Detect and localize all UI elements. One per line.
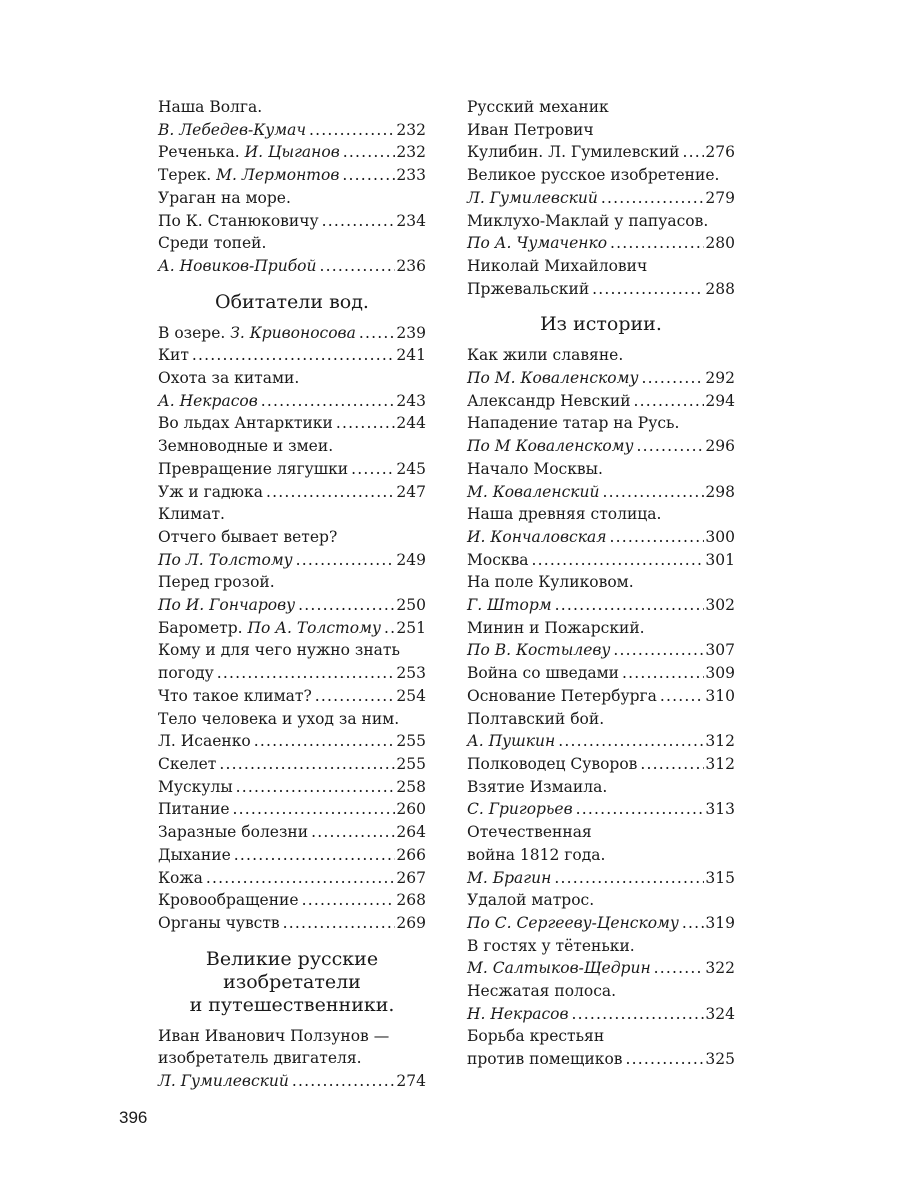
entry-page-number: 251	[396, 618, 426, 637]
section-heading-line: изобретатели	[223, 970, 361, 993]
entry-title: война 1812 года.	[467, 845, 606, 864]
toc-entry	[158, 867, 426, 890]
toc-entry	[158, 344, 426, 367]
leader-dots	[682, 912, 705, 935]
entry-title: Основание Петербурга	[467, 686, 657, 705]
section-heading-line: и путешественники.	[189, 993, 395, 1016]
entry-title: Миклухо-Маклай у папуасов.	[467, 211, 709, 230]
toc-entry	[467, 232, 735, 255]
toc-entry	[158, 662, 426, 685]
toc-line	[158, 232, 426, 255]
toc-entry	[158, 412, 426, 435]
entry-page-number: 279	[705, 188, 735, 207]
toc-line	[158, 708, 426, 731]
entry-title: Русский механик	[467, 98, 609, 116]
entry-title: погоду	[158, 664, 214, 683]
leader-dots	[572, 1003, 705, 1026]
entry-page-number: 296	[705, 437, 735, 456]
toc-entry	[467, 639, 735, 662]
leader-dots	[217, 662, 396, 685]
toc-entry	[158, 730, 426, 753]
toc-line	[158, 187, 426, 210]
entry-page-number: 280	[705, 234, 735, 253]
leader-dots	[266, 481, 395, 504]
toc-entry	[158, 844, 426, 867]
toc-line	[467, 344, 735, 367]
entry-title: Кулибин. Л. Гумилевский	[467, 143, 680, 162]
entry-page-number: 294	[705, 391, 735, 410]
leader-dots	[626, 1048, 705, 1071]
toc-line	[467, 617, 735, 640]
entry-author: Г. Шторм	[467, 596, 552, 615]
toc-line	[158, 1025, 426, 1048]
leader-dots	[601, 187, 705, 210]
entry-title: Иван Петрович	[467, 120, 594, 139]
entry-page-number: 298	[705, 482, 735, 501]
entry-page-number: 309	[705, 664, 735, 683]
entry-author: С. Григорьев	[467, 800, 573, 819]
toc-entry	[158, 889, 426, 912]
toc-line	[158, 1047, 426, 1070]
leader-dots	[342, 164, 395, 187]
leader-dots	[637, 435, 705, 458]
toc-entry	[158, 549, 426, 572]
entry-title: Во льдах Антарктики	[158, 414, 333, 433]
toc-entry	[158, 685, 426, 708]
toc-line	[467, 210, 735, 233]
entry-title: Дыхание	[158, 845, 231, 864]
entry-author: По И. Гончарову	[158, 596, 296, 615]
toc-entry	[158, 322, 426, 345]
toc-entry	[467, 867, 735, 890]
leader-dots	[576, 798, 705, 821]
toc-entry	[467, 912, 735, 935]
entry-title: Что такое климат?	[158, 686, 312, 705]
entry-title: против помещиков	[467, 1050, 623, 1069]
entry-page-number: 255	[396, 732, 426, 751]
entry-title: Климат.	[158, 505, 225, 524]
entry-author: А. Новиков-Прибой	[158, 256, 317, 275]
entry-title: Охота за китами.	[158, 369, 300, 388]
leader-dots	[682, 141, 704, 164]
entry-author: Н. Некрасов	[467, 1004, 569, 1023]
toc-entry	[467, 662, 735, 685]
leader-dots	[351, 458, 395, 481]
entry-title: Земноводные и змеи.	[158, 437, 334, 456]
entry-page-number: 315	[705, 868, 735, 887]
entry-page-number: 258	[396, 777, 426, 796]
entry-title: Питание	[158, 800, 230, 819]
toc-entry	[158, 390, 426, 413]
entry-page-number: 249	[396, 550, 426, 569]
entry-page-number: 301	[705, 550, 735, 569]
toc-line	[467, 821, 735, 844]
entry-title: Кому и для чего нужно знать	[158, 641, 400, 660]
entry-title: Москва	[467, 550, 529, 569]
entry-title: Как жили славяне.	[467, 346, 624, 365]
entry-author: А. Пушкин	[467, 732, 556, 751]
entry-page-number: 312	[705, 732, 735, 751]
entry-author: По А. Чумаченко	[467, 234, 608, 253]
leader-dots	[298, 594, 395, 617]
entry-page-number: 241	[396, 346, 426, 365]
leader-dots	[613, 639, 704, 662]
toc-line	[467, 980, 735, 1003]
leader-dots	[315, 685, 396, 708]
entry-page-number: 253	[396, 664, 426, 683]
entry-page-number: 274	[396, 1072, 426, 1091]
entry-page-number: 325	[705, 1050, 735, 1069]
toc-entry	[467, 481, 735, 504]
leader-dots	[261, 390, 396, 413]
leader-dots	[592, 278, 704, 301]
entry-title: Начало Москвы.	[467, 459, 603, 478]
leader-dots	[532, 549, 705, 572]
toc-line	[158, 639, 426, 662]
entry-title: Мускулы	[158, 777, 233, 796]
entry-page-number: 313	[705, 800, 735, 819]
toc-entry	[467, 1003, 735, 1026]
entry-page-number: 234	[396, 211, 426, 230]
toc-line	[158, 526, 426, 549]
entry-page-number: 232	[396, 143, 426, 162]
entry-title: Кровообращение	[158, 891, 299, 910]
leader-dots	[602, 481, 704, 504]
leader-dots	[296, 549, 396, 572]
toc-entry	[467, 367, 735, 390]
toc-line	[158, 571, 426, 594]
entry-title: Уж и гадюка	[158, 482, 263, 501]
toc-entry	[467, 753, 735, 776]
entry-page-number: 243	[396, 391, 426, 410]
leader-dots	[640, 753, 704, 776]
entry-page-number: 302	[705, 596, 735, 615]
entry-author: М. Брагин	[467, 868, 552, 887]
entry-title: В гостях у тётеньки.	[467, 936, 635, 955]
entry-page-number: 247	[396, 482, 426, 501]
toc-line	[467, 164, 735, 187]
toc-line	[467, 935, 735, 958]
toc-entry	[158, 458, 426, 481]
entry-page-number: 312	[705, 754, 735, 773]
entry-author: М. Лермонтов	[216, 166, 340, 185]
entry-page-number: 276	[705, 143, 735, 162]
entry-page-number: 239	[396, 323, 426, 342]
entry-page-number: 288	[705, 279, 735, 298]
section-heading	[467, 313, 735, 336]
page-number: 396	[119, 1108, 148, 1127]
toc-entry	[158, 912, 426, 935]
leader-dots	[558, 730, 704, 753]
toc-entry	[467, 278, 735, 301]
entry-page-number: 292	[705, 369, 735, 388]
leader-dots	[219, 753, 395, 776]
toc-entry	[467, 390, 735, 413]
toc-entry	[467, 730, 735, 753]
entry-author: В. Лебедев-Кумач	[158, 120, 306, 139]
toc-entry	[158, 481, 426, 504]
toc-entry	[467, 435, 735, 458]
entry-title: Среди топей.	[158, 234, 267, 253]
toc-line	[467, 503, 735, 526]
leader-dots	[654, 957, 705, 980]
entry-page-number: 233	[396, 166, 426, 185]
section-heading-line: Великие русские	[205, 947, 379, 970]
entry-author: А. Некрасов	[158, 391, 258, 410]
entry-title: В озере.	[158, 323, 231, 342]
section-heading	[158, 291, 426, 314]
leader-dots	[609, 526, 704, 549]
entry-title: Полководец Суворов	[467, 754, 638, 773]
toc-line	[467, 255, 735, 278]
leader-dots	[343, 141, 396, 164]
leader-dots	[634, 390, 705, 413]
entry-title: Нападение татар на Русь.	[467, 414, 680, 433]
entry-author: З. Кривоносова	[230, 323, 356, 342]
toc-entry	[467, 957, 735, 980]
entry-title: Кожа	[158, 868, 203, 887]
entry-title: Превращение лягушки	[158, 459, 349, 478]
toc-entry	[158, 119, 426, 142]
entry-title: Несжатая полоса.	[467, 982, 617, 1001]
leader-dots	[254, 730, 396, 753]
toc-line	[467, 458, 735, 481]
toc-line	[467, 776, 735, 799]
toc-entry	[467, 594, 735, 617]
toc-entry	[158, 617, 426, 640]
leader-dots	[309, 119, 395, 142]
entry-title: Война со шведами	[467, 664, 619, 683]
leader-dots	[292, 1070, 396, 1093]
entry-page-number: 266	[396, 845, 426, 864]
entry-page-number: 310	[705, 686, 735, 705]
toc-entry	[158, 821, 426, 844]
toc-line	[467, 412, 735, 435]
toc-entry	[158, 753, 426, 776]
entry-page-number: 268	[396, 891, 426, 910]
toc-line	[467, 119, 735, 142]
leader-dots	[641, 367, 704, 390]
leader-dots	[322, 210, 396, 233]
entry-page-number: 236	[396, 256, 426, 275]
entry-title: Перед грозой.	[158, 573, 275, 592]
entry-author: М. Салтыков-Щедрин	[467, 959, 651, 978]
entry-title: Великое русское изобретение.	[467, 166, 720, 185]
toc-entry	[158, 1070, 426, 1093]
toc-entry	[158, 141, 426, 164]
toc-right-column	[467, 96, 735, 1071]
leader-dots	[302, 889, 396, 912]
entry-title: Александр Невский	[467, 391, 631, 410]
entry-page-number: 260	[396, 800, 426, 819]
toc-entry	[158, 164, 426, 187]
section-heading	[158, 948, 426, 1017]
entry-page-number: 245	[396, 459, 426, 478]
toc-entry	[158, 210, 426, 233]
entry-author: Л. Гумилевский	[467, 188, 598, 207]
entry-author: Л. Гумилевский	[158, 1072, 289, 1091]
entry-page-number: 264	[396, 823, 426, 842]
entry-title: Николай Михайлович	[467, 256, 648, 275]
entry-page-number: 269	[396, 913, 426, 932]
entry-title: Пржевальский	[467, 279, 590, 298]
entry-page-number: 307	[705, 641, 735, 660]
entry-title: Взятие Измаила.	[467, 777, 608, 796]
toc-entry	[467, 526, 735, 549]
toc-line	[467, 1025, 735, 1048]
entry-page-number: 322	[705, 959, 735, 978]
entry-title: Скелет	[158, 754, 217, 773]
toc-entry	[467, 798, 735, 821]
entry-page-number: 255	[396, 754, 426, 773]
toc-entry	[467, 141, 735, 164]
toc-line	[467, 708, 735, 731]
entry-author: М. Коваленский	[467, 482, 600, 501]
entry-title: Терек.	[158, 166, 217, 185]
entry-title: Наша древняя столица.	[467, 505, 662, 524]
entry-title: Удалой матрос.	[467, 891, 595, 910]
entry-author: И. Кончаловская	[467, 527, 607, 546]
toc-line	[467, 571, 735, 594]
toc-entry	[467, 187, 735, 210]
entry-page-number: 324	[705, 1004, 735, 1023]
leader-dots	[554, 867, 704, 890]
leader-dots	[320, 255, 396, 278]
entry-title: Органы чувств	[158, 913, 280, 932]
leader-dots	[192, 344, 396, 367]
entry-author: И. Цыганов	[244, 143, 340, 162]
entry-title: По К. Станюковичу	[158, 211, 319, 230]
entry-title: Иван Иванович Ползунов —	[158, 1026, 390, 1045]
entry-title: Ураган на море.	[158, 188, 291, 207]
leader-dots	[234, 844, 396, 867]
entry-author: По А. Толстому	[247, 618, 381, 637]
entry-page-number: 244	[396, 414, 426, 433]
leader-dots	[660, 685, 705, 708]
leader-dots	[233, 798, 396, 821]
leader-dots	[236, 776, 396, 799]
entry-author: По М. Коваленскому	[467, 369, 639, 388]
toc-entry	[158, 255, 426, 278]
section-heading-line: Обитатели вод.	[215, 290, 369, 313]
entry-title: Кит	[158, 346, 189, 365]
entry-page-number: 250	[396, 596, 426, 615]
entry-title: Наша Волга.	[158, 98, 263, 116]
entry-page-number: 232	[396, 120, 426, 139]
toc-entry	[467, 549, 735, 572]
toc-entry	[158, 594, 426, 617]
entry-title: На поле Куликовом.	[467, 573, 634, 592]
leader-dots	[610, 232, 704, 255]
entry-author: По Л. Толстому	[158, 550, 293, 569]
toc-left-column	[158, 96, 426, 1093]
toc-line	[158, 96, 426, 119]
toc-line	[467, 844, 735, 867]
entry-title: изобретатель двигателя.	[158, 1049, 362, 1068]
section-heading-line: Из истории.	[540, 313, 662, 336]
entry-title: Тело человека и уход за ним.	[158, 709, 400, 728]
leader-dots	[283, 912, 396, 935]
leader-dots	[622, 662, 704, 685]
toc-line	[467, 96, 735, 119]
leader-dots	[359, 322, 396, 345]
entry-title: Полтавский бой.	[467, 709, 605, 728]
entry-page-number: 267	[396, 868, 426, 887]
toc-line	[158, 367, 426, 390]
toc-entry	[467, 1048, 735, 1071]
entry-page-number: 300	[705, 527, 735, 546]
toc-line	[467, 889, 735, 912]
entry-page-number: 319	[705, 913, 735, 932]
toc-line	[158, 503, 426, 526]
leader-dots	[555, 594, 705, 617]
entry-title: Отчего бывает ветер?	[158, 527, 338, 546]
entry-title: Реченька.	[158, 143, 245, 162]
toc-entry	[158, 776, 426, 799]
entry-title: Борьба крестьян	[467, 1027, 605, 1046]
entry-author: По В. Костылеву	[467, 641, 611, 660]
entry-author: По С. Сергееву-Ценскому	[467, 913, 679, 932]
entry-title: Барометр.	[158, 618, 248, 637]
entry-title: Заразные болезни	[158, 823, 309, 842]
entry-title: Минин и Пожарский.	[467, 618, 645, 637]
entry-title: Отечественная	[467, 823, 592, 842]
leader-dots	[336, 412, 396, 435]
toc-entry	[467, 685, 735, 708]
toc-line	[158, 435, 426, 458]
entry-title: Л. Исаенко	[158, 732, 251, 751]
leader-dots	[384, 617, 395, 640]
entry-page-number: 254	[396, 686, 426, 705]
leader-dots	[311, 821, 395, 844]
entry-author: По М Коваленскому	[467, 437, 634, 456]
toc-entry	[158, 798, 426, 821]
leader-dots	[206, 867, 396, 890]
